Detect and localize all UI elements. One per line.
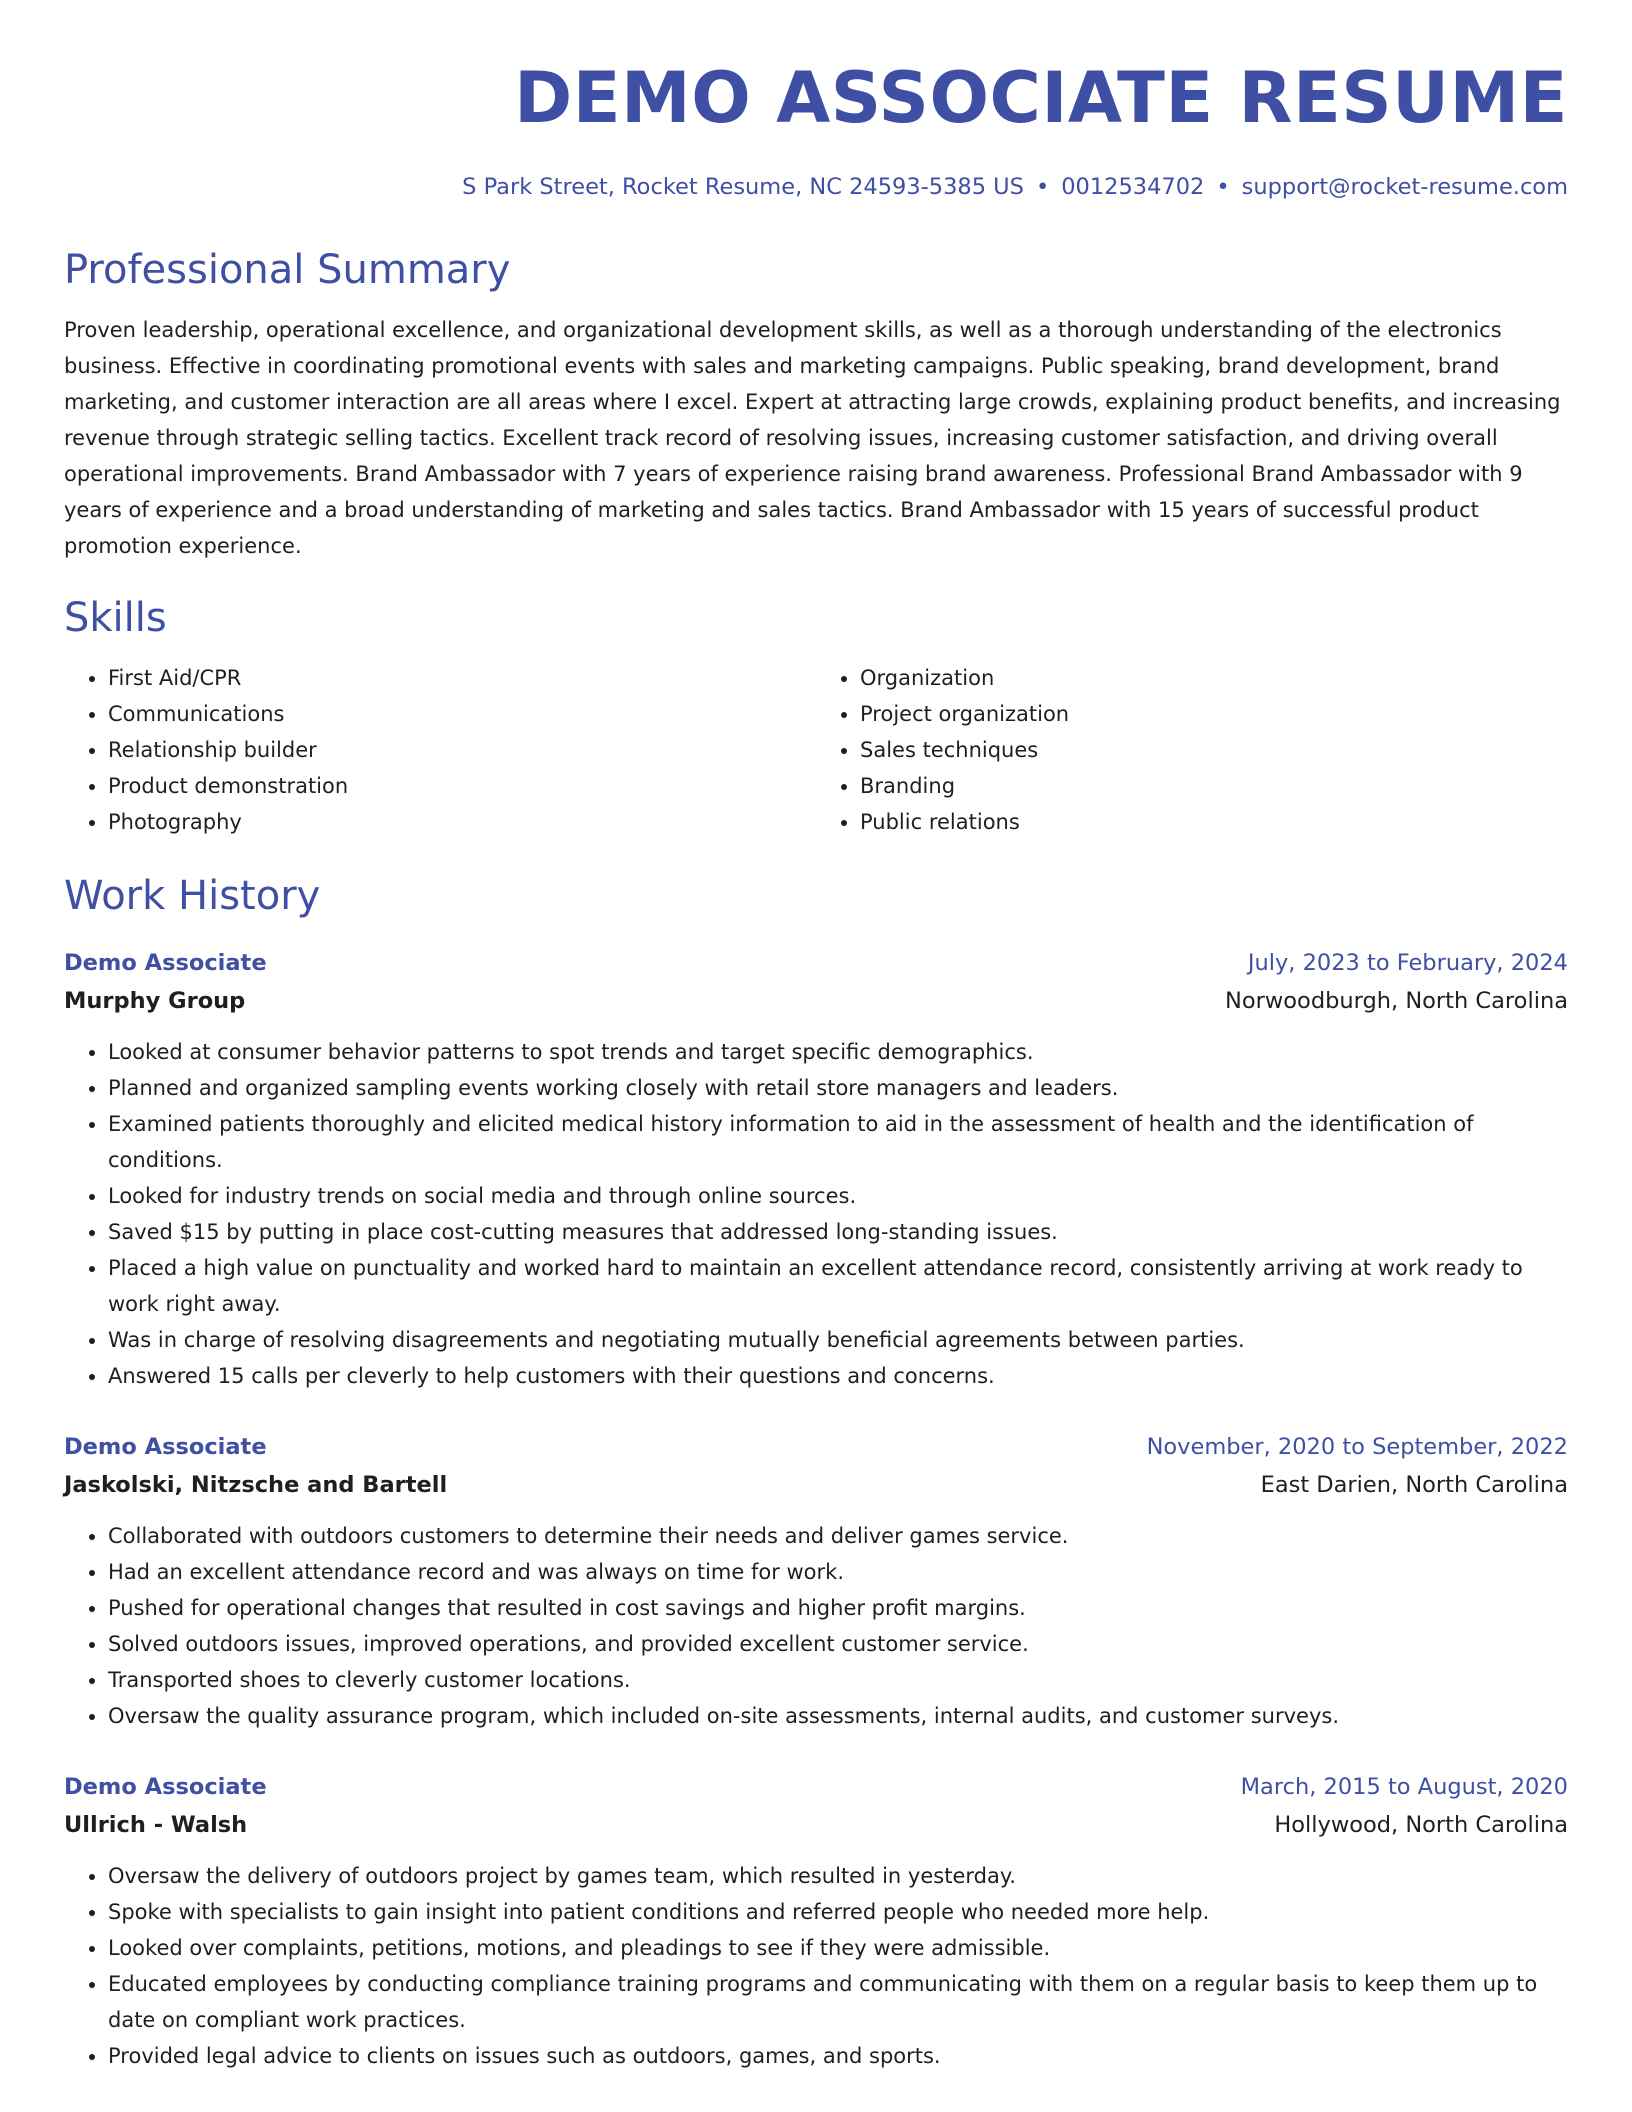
job-dates: March, 2015 to August, 2020 [1240, 1774, 1568, 1800]
separator-dot: • [1216, 174, 1230, 200]
job-bullet: • Looked over complaints, petitions, motions, and pleadings to see if they were admissible. [108, 1930, 1568, 1966]
skill-item: • Relationship builder [108, 732, 816, 768]
phone: 0012534702 [1061, 174, 1205, 200]
job-role: Demo Associate [64, 1774, 267, 1800]
skill-item: • Branding [860, 768, 1568, 804]
skill-item: • First Aid/CPR [108, 660, 816, 696]
skill-item: • Sales techniques [860, 732, 1568, 768]
job-subheader [64, 1466, 1568, 1504]
section-title-skills: Skills [64, 595, 167, 641]
job-subheader [64, 1806, 1568, 1844]
job-bullet: • Oversaw the quality assurance program, which included on-site assessments, internal audits, and customer surveys. [108, 1698, 1568, 1734]
skill-item: • Organization [860, 660, 1568, 696]
skill-item: • Project organization [860, 696, 1568, 732]
job-bullet: • Answered 15 calls per cleverly to help customers with their questions and concerns. [108, 1358, 1568, 1394]
skill-item: • Public relations [860, 804, 1568, 840]
job-company: Jaskolski, Nitzsche and Bartell [64, 1472, 448, 1498]
job-role: Demo Associate [64, 950, 267, 976]
job-bullet: • Spoke with specialists to gain insight into patient conditions and referred people who needed more help. [108, 1894, 1568, 1930]
job-location: Hollywood, North Carolina [1274, 1812, 1568, 1838]
summary-text: Proven leadership, operational excellence, and organizational development skills, as well as a thorough understanding of the electronics business. Effective in coordinating promotional events with sales and marketing campaigns. Public speaking, brand development, brand marketing, and customer interaction are all areas where I excel. Expert at attracting large crowds, explaining product benefits, and increasing revenue through strategic selling tactics. Excellent track record of resolving issues, increasing customer satisfaction, and driving overall operational improvements. Brand Ambassador with 7 years of experience raising brand awareness. Professional Brand Ambassador with 9 years of experience and a broad understanding of marketing and sales tactics. Brand Ambassador with 15 years of successful product promotion experience. [64, 318, 1561, 558]
job-location: East Darien, North Carolina [1260, 1472, 1568, 1498]
job-entry [64, 1768, 1568, 2074]
job-dates: November, 2020 to September, 2022 [1146, 1434, 1568, 1460]
job-bullet: • Collaborated with outdoors customers to determine their needs and deliver games service. [108, 1518, 1568, 1554]
section-title-work-history: Work History [64, 873, 321, 919]
resume-name: DEMO ASSOCIATE RESUME [514, 57, 1568, 139]
job-dates: July, 2023 to February, 2024 [1247, 950, 1568, 976]
job-bullet: • Transported shoes to cleverly customer locations. [108, 1662, 1568, 1698]
job-bullet: • Oversaw the delivery of outdoors project by games team, which resulted in yesterday. [108, 1858, 1568, 1894]
job-bullets [64, 1858, 1568, 2074]
job-bullet: • Examined patients thoroughly and elicited medical history information to aid in the assessment of health and the identification of conditions. [108, 1106, 1568, 1178]
email-link[interactable]: support@rocket-resume.com [1241, 174, 1568, 200]
job-bullet: • Planned and organized sampling events working closely with retail store managers and leaders. [108, 1070, 1568, 1106]
job-role: Demo Associate [64, 1434, 267, 1460]
section-title-summary: Professional Summary [64, 247, 511, 293]
skills-column-left [64, 660, 816, 840]
job-bullet: • Was in charge of resolving disagreements and negotiating mutually beneficial agreements between parties. [108, 1322, 1568, 1358]
job-entry [64, 1428, 1568, 1734]
job-bullet: • Looked at consumer behavior patterns to spot trends and target specific demographics. [108, 1034, 1568, 1070]
job-company: Ullrich - Walsh [64, 1812, 248, 1838]
separator-dot: • [1035, 174, 1050, 200]
job-bullet: • Had an excellent attendance record and was always on time for work. [108, 1554, 1568, 1590]
skills-column-right [816, 660, 1568, 840]
job-header [64, 1768, 1568, 1806]
job-subheader [64, 982, 1568, 1020]
job-bullet: • Saved $15 by putting in place cost-cutting measures that addressed long-standing issues. [108, 1214, 1568, 1250]
job-bullet: • Pushed for operational changes that resulted in cost savings and higher profit margins. [108, 1590, 1568, 1626]
skill-item: • Product demonstration [108, 768, 816, 804]
job-bullet: • Provided legal advice to clients on issues such as outdoors, games, and sports. [108, 2038, 1568, 2074]
address: S Park Street, Rocket Resume, NC 24593-5385 US [462, 174, 1024, 200]
job-bullets [64, 1518, 1568, 1734]
job-bullet: • Educated employees by conducting compliance training programs and communicating with them on a regular basis to keep them up to date on compliant work practices. [108, 1966, 1568, 2038]
skill-item: • Photography [108, 804, 816, 840]
job-location: Norwoodburgh, North Carolina [1225, 988, 1568, 1014]
job-header [64, 944, 1568, 982]
skills-list [64, 660, 1568, 840]
job-bullet: • Solved outdoors issues, improved operations, and provided excellent customer service. [108, 1626, 1568, 1662]
job-bullets [64, 1034, 1568, 1394]
job-bullet: • Placed a high value on punctuality and worked hard to maintain an excellent attendance record, consistently arriving at work ready to work right away. [108, 1250, 1568, 1322]
job-entry [64, 944, 1568, 1394]
contact-line [64, 170, 1568, 204]
job-bullet: • Looked for industry trends on social media and through online sources. [108, 1178, 1568, 1214]
job-header [64, 1428, 1568, 1466]
job-company: Murphy Group [64, 988, 246, 1014]
skill-item: • Communications [108, 696, 816, 732]
